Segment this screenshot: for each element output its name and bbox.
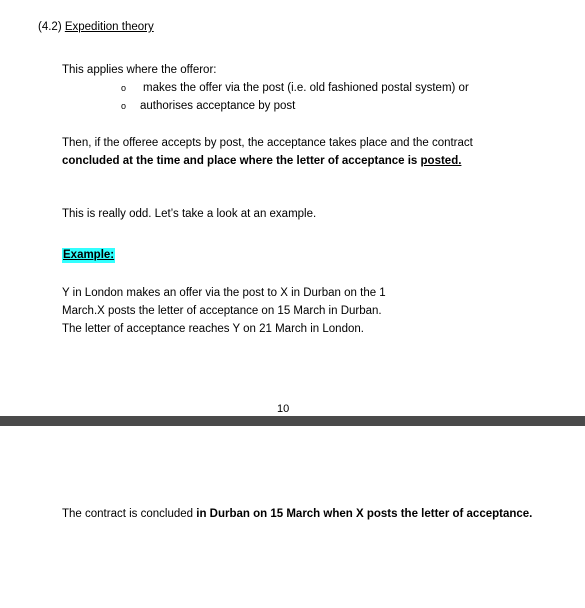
bullet-marker-2: o bbox=[121, 101, 127, 111]
rule-posted-emphasis: posted. bbox=[420, 155, 462, 167]
example-line-3: The letter of acceptance reaches Y on 21 March in London. bbox=[62, 323, 364, 335]
page-separator bbox=[0, 416, 585, 426]
rule-line-2-bold: concluded at the time and place where the letter of acceptance is bbox=[62, 155, 421, 167]
example-line-2: March.X posts the letter of acceptance on 15 March in Durban. bbox=[62, 305, 382, 317]
example-label: Example: bbox=[63, 249, 115, 261]
rule-line-2 bbox=[62, 155, 461, 167]
conclusion-plain: The contract is concluded bbox=[62, 508, 197, 520]
bullet-text-1: makes the offer via the post (i.e. old fashioned postal system) or bbox=[143, 82, 469, 94]
page-number: 10 bbox=[277, 403, 290, 415]
example-line-1: Y in London makes an offer via the post to X in Durban on the 1 bbox=[62, 287, 386, 299]
section-number: (4.2) bbox=[38, 21, 65, 33]
intro-text: This applies where the offeror: bbox=[62, 64, 217, 76]
rule-line-1: Then, if the offeree accepts by post, the acceptance takes place and the contract bbox=[62, 137, 473, 149]
bullet-marker-1: o bbox=[121, 83, 127, 93]
section-title: Expedition theory bbox=[64, 21, 154, 33]
remark-text: This is really odd. Let’s take a look at an example. bbox=[62, 208, 317, 220]
conclusion-text bbox=[62, 508, 532, 520]
conclusion-bold: in Durban on 15 March when X posts the letter of acceptance. bbox=[196, 508, 533, 520]
section-heading bbox=[38, 21, 154, 33]
bullet-text-2: authorises acceptance by post bbox=[140, 100, 296, 112]
